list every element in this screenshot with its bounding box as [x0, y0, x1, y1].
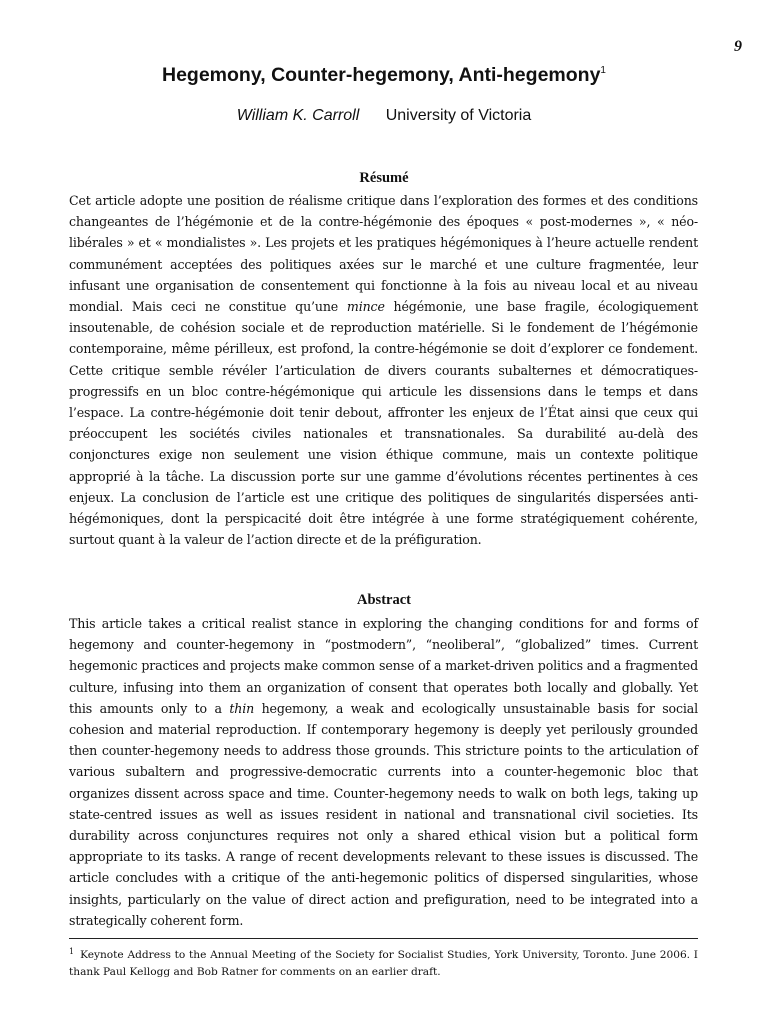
abstract-text-part-1: This article takes a critical realist stance in exploring the changing conditions for and forms of hegemony and counter-hegemony in “postmodern”, “neoliberal”, “globalized” times. Current hegemonic practices and projects make common sense of a market-driven politics and a fragmented culture, infusing into them an organization of consent that operates both locally and globally. Yet this amounts only to a — [69, 616, 698, 716]
author-name: William K. Carroll — [236, 107, 360, 124]
abstract-heading: Abstract — [357, 592, 411, 608]
resume-text-part-2: hégémonie, une base fragile, écologiquement insoutenable, de cohésion sociale et de reproduction matérielle. Si le fondement de l’hégémonie contemporaine, même périlleux, est profond, la contre-hégémonie se doit d’explorer ce fondement. Cette critique semble révéler l’articulation de divers courants subalternes et démocratiques-progressifs en un bloc contre-hégémonique qui articule les dissensions dans le temps et dans l’espace. La contre-hégémonie doit tenir debout, affronter les enjeux de l’État ainsi que ceux qui préoccupent les sociétés civiles nationales et transnationales. Sa durabilité au-delà des conjonctures exige non seulement une vision éthique commune, mais un contexte politique approprié à la tâche. La discussion porte sur une gamme d’évolutions récentes pertinentes à ces enjeux. La conclusion de l’article est une critique des politiques de singularités dispersées anti-hégémoniques, dont la perspicacité doit être intégrée à une forme stratégiquement cohérente, surtout quant à la valeur de l’action directe et de la préfiguration. — [69, 299, 698, 548]
title-footnote-marker[interactable]: 1 — [600, 65, 606, 76]
resume-heading: Résumé — [359, 170, 409, 186]
author-affiliation: University of Victoria — [385, 107, 532, 124]
resume-text-part-1: Cet article adopte une position de réalisme critique dans l’exploration des formes et des conditions changeantes de l’hégémonie et de la contre-hégémonie des époques « post-modernes », « néo-libérales » et « mondialistes ». Les projets et les pratiques hégémoniques à l’heure actuelle rendent communément acceptées des politiques axées sur le marché et une culture fragmentée, leur infusant une organisation de consentement qui fonctionne à la fois au niveau local et au niveau mondial. Mais ceci ne constitue qu’une — [69, 193, 698, 315]
footnote-divider — [69, 938, 698, 939]
resume-italic-word: mince — [346, 299, 385, 315]
byline — [0, 107, 768, 125]
abstract-italic-word: thin — [229, 700, 255, 716]
resume-paragraph — [69, 190, 698, 550]
page-number: 9 — [734, 38, 742, 55]
title-text: Hegemony, Counter-hegemony, Anti-hegemony — [162, 64, 601, 86]
footnote-marker: 1 — [69, 947, 75, 956]
footnote — [69, 943, 698, 981]
footnote-text: Keynote Address to the Annual Meeting of the Society for Socialist Studies, York University, Toronto. June 2006. I thank Paul Kellogg and Bob Ratner for comments on an earlier draft. — [69, 949, 698, 978]
abstract-text-part-2: hegemony, a weak and ecologically unsustainable basis for social cohesion and material reproduction. If contemporary hegemony is deeply yet perilously grounded then counter-hegemony needs to address those grounds. This stricture points to the articulation of various subaltern and progressive-democratic currents into a counter-hegemonic bloc that organizes dissent across space and time. Counter-hegemony needs to walk on both legs, taking up state-centred issues as well as issues resident in national and transnational civil societies. Its durability across conjunctures requires not only a shared ethical vision but a political form appropriate to its tasks. A range of recent developments relevant to these issues is discussed. The article concludes with a critique of the anti-hegemonic politics of dispersed singularities, whose insights, particularly on the value of direct action and prefiguration, need to be integrated into a strategically coherent form. — [69, 700, 699, 928]
abstract-paragraph — [69, 613, 698, 931]
article-title — [0, 64, 768, 87]
